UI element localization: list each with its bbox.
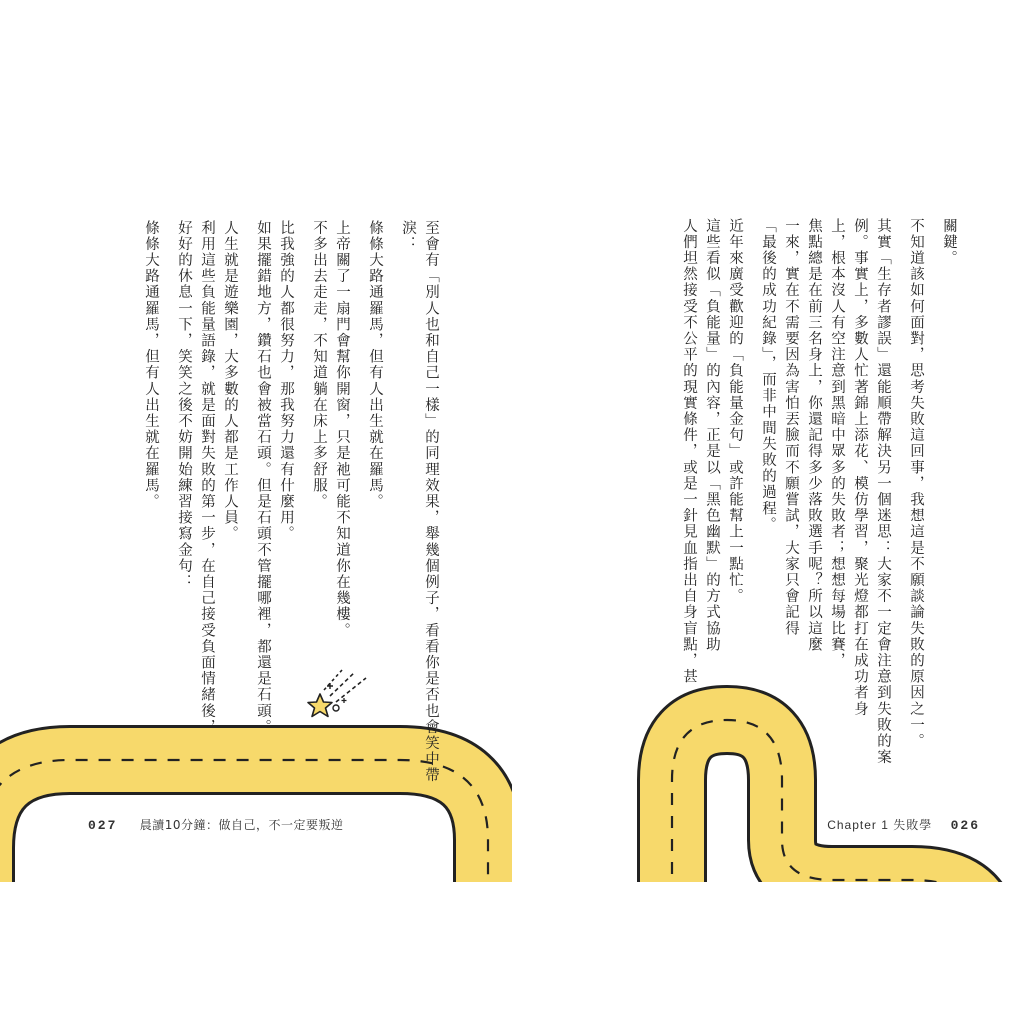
paragraph: 人們坦然接受不公平的現實條件，或是一針見血指出自身盲點，甚 bbox=[681, 218, 697, 685]
paragraph: 近年來廣受歡迎的「負能量金句」或許能幫上一點忙。 bbox=[727, 218, 743, 605]
right-page bbox=[512, 120, 1024, 882]
chapter-label: Chapter 1 失敗學 bbox=[827, 818, 933, 832]
page-number: 027 bbox=[88, 818, 118, 833]
paragraph: 至會有「別人也和自己一樣」的同理效果，舉幾個例子，看看你是否也會笑中帶 bbox=[423, 220, 439, 784]
paragraph: 如果擺錯地方，鑽石也會被當石頭。但是石頭不管擺哪裡，都還是石頭。 bbox=[255, 220, 271, 736]
left-page bbox=[0, 120, 512, 882]
paragraph: 不多出去走走，不知道躺在床上多舒服。 bbox=[311, 220, 327, 510]
paragraph: 關鍵。 bbox=[941, 218, 957, 267]
paragraph: 條條大路通羅馬，但有人出生就在羅馬。 bbox=[143, 220, 159, 510]
paragraph: 條條大路通羅馬，但有人出生就在羅馬。 bbox=[367, 220, 383, 510]
paragraph: 焦點總是在前三名身上，你還記得多少落敗選手呢？所以這麼 bbox=[806, 218, 822, 653]
paragraph: 比我強的人都很努力，那我努力還有什麼用。 bbox=[278, 220, 294, 542]
paragraph: 人生就是遊樂園，大多數的人都是工作人員。 bbox=[222, 220, 238, 542]
paragraph: 一來，實在不需要因為害怕丟臉而不願嘗試，大家只會記得 bbox=[783, 218, 799, 637]
paragraph: 其實「生存者謬誤」還能順帶解決另一個迷思：大家不一定會注意到失敗的案 bbox=[875, 218, 891, 766]
right-folio bbox=[827, 816, 980, 833]
paragraph: 例。事實上，多數人忙著錦上添花、模仿學習，聚光燈都打在成功者身 bbox=[852, 218, 868, 718]
paragraph: 上，根本沒人有空注意到黑暗中眾多的失敗者；想想每場比賽， bbox=[829, 218, 845, 669]
paragraph: 「最後的成功紀錄」，而非中間失敗的過程。 bbox=[760, 218, 776, 533]
left-folio bbox=[88, 816, 344, 833]
right-body-text bbox=[677, 218, 960, 765]
paragraph: 利用這些負能量語錄，就是面對失敗的第一步，在自己接受負面情緒後， bbox=[199, 220, 215, 736]
paragraph: 淚： bbox=[400, 220, 416, 253]
page-number: 026 bbox=[950, 818, 980, 833]
paragraph: 這些看似「負能量」的內容，正是以「黑色幽默」的方式協助 bbox=[704, 218, 720, 653]
shooting-star-icon bbox=[300, 650, 380, 730]
running-title: 晨讀10分鐘：做自己，不一定要叛逆 bbox=[139, 818, 344, 832]
paragraph: 上帝關了一扇門會幫你開窗，只是祂可能不知道你在幾樓。 bbox=[334, 220, 350, 639]
left-body-text bbox=[139, 220, 442, 784]
paragraph: 不知道該如何面對，思考失敗這回事，我想這是不願談論失敗的原因之一。 bbox=[908, 218, 924, 750]
paragraph: 好好的休息一下，笑笑之後不妨開始練習接寫金句： bbox=[176, 220, 192, 591]
